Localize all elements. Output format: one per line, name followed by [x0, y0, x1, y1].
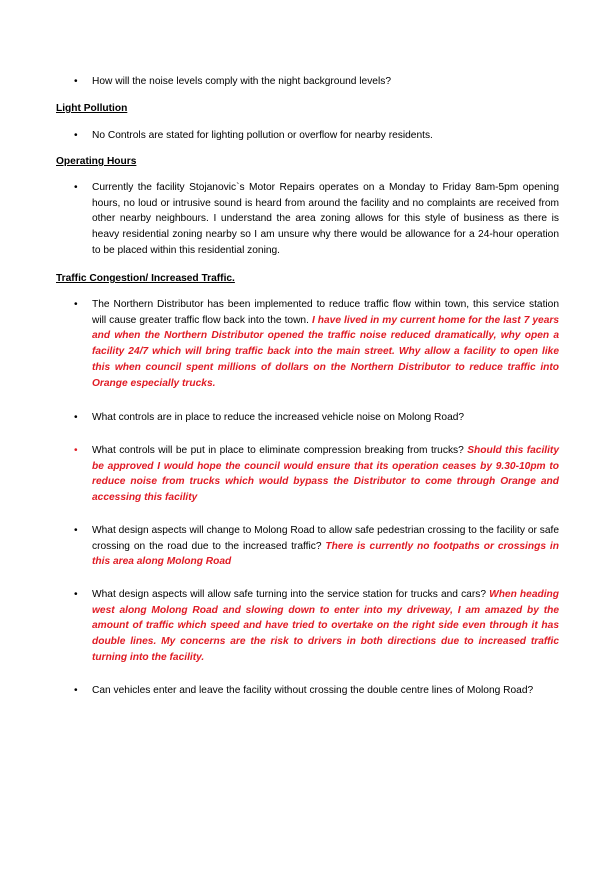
- bullet-item-safe-turning: [56, 587, 559, 666]
- bullet-marker: •: [74, 76, 78, 87]
- bullet-marker: •: [74, 130, 78, 141]
- bullet-item-lighting: [56, 128, 559, 144]
- bullet-item-compression-braking: [56, 443, 559, 506]
- bullet-text: How will the noise levels comply with the night background levels?: [92, 76, 391, 87]
- heading-traffic-congestion: Traffic Congestion/ Increased Traffic.: [56, 273, 235, 284]
- bullet-item-operating-hours: [56, 180, 559, 259]
- bullet-item-northern-distributor: [56, 297, 559, 391]
- bullet-text: [92, 587, 559, 666]
- bullet-text: No Controls are stated for lighting pollution or overflow for nearby residents.: [92, 130, 433, 141]
- plain-text: What design aspects will change to Molong Road to allow safe pedestrian crossing to the facility or safe crossing on the road due to the increased traffic?: [92, 525, 559, 552]
- bullet-marker: •: [74, 685, 78, 696]
- bullet-item-noise-levels: [56, 74, 559, 90]
- bullet-marker: •: [74, 445, 78, 456]
- plain-text: What controls will be put in place to eliminate compression breaking from trucks?: [92, 445, 468, 456]
- bullet-text: What controls are in place to reduce the increased vehicle noise on Molong Road?: [92, 412, 465, 423]
- emphasis-text: I have lived in my current home for the last 7 years and when the Northern Distributor opened the traffic noise reduced dramatically, why open a facility 24/7 which will bring traffic back into the main street. Why allow a facility to open like this when council spent millions of dollars on the Northern Distributor to reduce traffic into Orange especially trucks.: [92, 314, 559, 389]
- bullet-text: [92, 443, 559, 506]
- bullet-item-vehicle-noise: [56, 410, 559, 426]
- bullet-text: Can vehicles enter and leave the facility without crossing the double centre lines of Molong Road?: [92, 685, 534, 696]
- emphasis-text: There is currently no footpaths or crossings in this area along Molong Road: [92, 540, 559, 568]
- plain-text: The Northern Distributor has been implemented to reduce traffic flow within town, this service station will cause greater traffic flow back into the town.: [92, 299, 559, 326]
- bullet-text: [92, 297, 559, 391]
- bullet-marker: •: [74, 412, 78, 423]
- bullet-text: Currently the facility Stojanovic`s Motor Repairs operates on a Monday to Friday 8am-5pm opening hours, no loud or intrusive sound is heard from around the facility and no complaints are received from other nearby neighbours. I understand the area zoning allows for this style of business as there is heavy residential zoning nearby so I am unsure why there would be allowance for a 24-hour operation to be placed within this residential zoning.: [92, 182, 559, 256]
- emphasis-text: When heading west along Molong Road and slowing down to enter into my driveway, I am amazed by the amount of traffic which speed and have tried to overtake on the right side even through it has double lines. My concerns are the risk to drivers in both directions due to increased traffic turning into the facility.: [92, 589, 559, 663]
- bullet-item-double-lines: [56, 683, 559, 699]
- emphasis-text: Should this facility be approved I would hope the council would ensure that its operation ceases by 9.30-10pm to reduce noise from trucks which would bypass the Distributor to come through Orange and accessing this facility: [92, 445, 559, 504]
- heading-light-pollution: Light Pollution: [56, 103, 128, 114]
- bullet-marker: •: [74, 589, 78, 600]
- bullet-marker: •: [74, 299, 78, 310]
- plain-text: What design aspects will allow safe turning into the service station for trucks and cars?: [92, 589, 490, 600]
- bullet-text: [92, 523, 559, 570]
- bullet-item-pedestrian-crossing: [56, 523, 559, 570]
- heading-operating-hours: Operating Hours: [56, 156, 137, 167]
- bullet-marker: •: [74, 525, 78, 536]
- bullet-marker: •: [74, 182, 78, 193]
